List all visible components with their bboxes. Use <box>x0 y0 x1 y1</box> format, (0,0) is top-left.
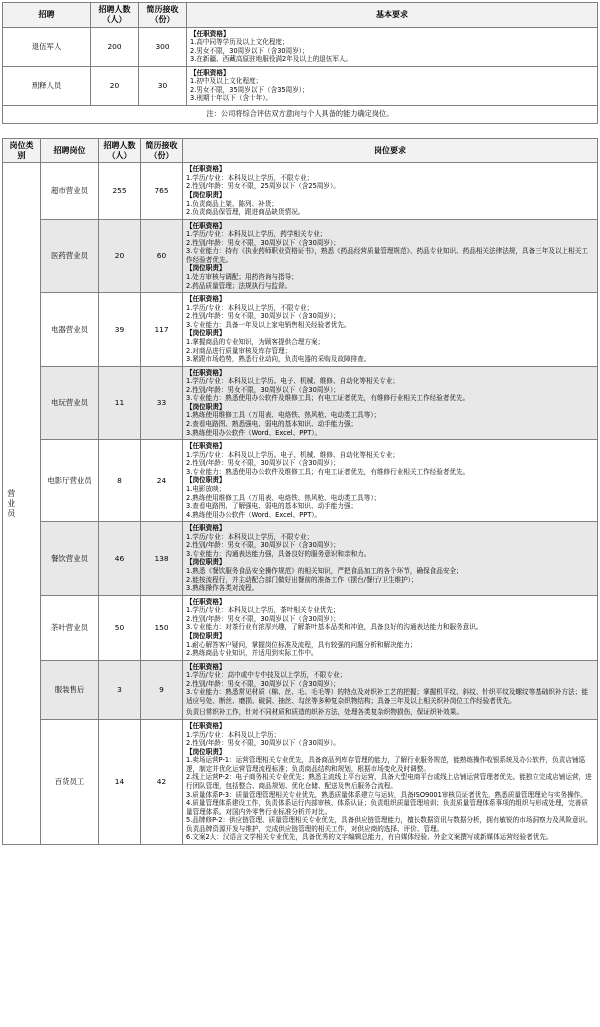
category-cell <box>3 163 41 845</box>
req-line: 2.性别/年龄：男女不限，30周岁以下（含30周岁）； <box>186 459 340 468</box>
req-title: 【任职资格】 <box>186 368 226 377</box>
post-name: 退伍军人 <box>3 27 91 66</box>
table-row <box>3 66 598 105</box>
req-line: 1.学历/专业：本科及以上学历，不限专业； <box>186 303 314 312</box>
req-line: 1.熟练使用维修工具（万用表、电烙铁、热风枪、电动类工具等）； <box>186 411 381 420</box>
post-requirements <box>183 163 598 219</box>
req-line: 4.质量管理体系建设工作，负责体系运行内部审核、体系认证；负责组织质量管理培训；负责质量管理体系事项的组织与形成处理，完善质量管理体系。对国内外零售行业标准分析并对比。 <box>186 799 588 816</box>
table-header-row <box>3 138 598 163</box>
post-name: 超市营业员 <box>41 163 99 219</box>
req-line: 2.性别/年龄：男女不限，30周岁以下（含30周岁）； <box>186 312 340 321</box>
req-line: 3.专业能力：具备一年及以上家电销售相关经验者优先。 <box>186 320 351 329</box>
req-line: 2.熟练使用维修工具（万用表、电烙铁、热风枪、电动类工具等）； <box>186 493 381 502</box>
req-line: 1.负责商品上架、陈列、补货； <box>186 199 279 208</box>
req-line: 1.学历/专业：本科及以上学历，药学相关专业； <box>186 230 327 239</box>
post-requirements <box>187 27 598 66</box>
req-title: 【岗位职责】 <box>186 329 226 338</box>
req-title: 【任职资格】 <box>186 662 226 671</box>
req-line: 3.熟练使用办公软件（Word、Excel、PPT）。 <box>186 428 322 437</box>
req-line: 2.性别/年龄：男女不限，30周岁以下（含30周岁）； <box>186 679 340 688</box>
req-title: 【任职资格】 <box>186 295 226 304</box>
table-row <box>3 293 598 367</box>
page <box>0 2 600 845</box>
table-row <box>3 163 598 219</box>
req-title: 【岗位职责】 <box>186 476 226 485</box>
post-name: 餐饮营业员 <box>41 522 99 596</box>
req-line: 2.性别/年龄：男女不限，30周岁以下（含30周岁）； <box>186 238 340 247</box>
post-count: 50 <box>99 595 141 660</box>
table-row <box>3 440 598 522</box>
category-label: 营业员 <box>6 488 16 519</box>
req-title: 【任职资格】 <box>186 442 226 451</box>
req-line: 3.专业能力：沟通表达能力强，具备良好的服务意识和亲和力。 <box>186 549 371 558</box>
req-line: 1.掌握商品的专业知识，为顾客提供合理方案； <box>186 337 325 346</box>
table-header-row <box>3 3 598 28</box>
post-requirements <box>183 720 598 845</box>
post-count: 46 <box>99 522 141 596</box>
req-line: 2.男女不限，30周岁以下（含30周岁）； <box>190 46 309 55</box>
req-line: 2.性别/年龄：男女不限，30周岁以下（含30周岁）。 <box>186 739 340 748</box>
req-line: 2.熟练商品专业知识，并适用到实际工作中。 <box>186 649 318 658</box>
req-line: 2.负责商品保管理，跟进商品缺货情况。 <box>186 208 305 217</box>
post-count: 20 <box>99 219 141 293</box>
post-count: 8 <box>99 440 141 522</box>
post-resumes: 9 <box>141 660 183 719</box>
req-line: 1.学历/专业：本科及以上学历。电子、机械、维修、自动化等相关专业； <box>186 377 399 386</box>
post-name: 医药营业员 <box>41 219 99 293</box>
col-header-post: 招聘 <box>3 3 91 28</box>
req-line: 1.初中及以上文化程度； <box>190 77 263 86</box>
post-resumes: 24 <box>141 440 183 522</box>
req-title: 【任职资格】 <box>186 221 226 230</box>
col-header-count <box>99 138 141 163</box>
post-name: 电影厅营业员 <box>41 440 99 522</box>
col-header-count-line1: 招聘人数 <box>103 140 136 150</box>
post-resumes: 60 <box>141 219 183 293</box>
req-line: 负责日常织补工作，针对不同材质和质造的织补方法，处理各类复杂织物损伤，保证织补效果。 <box>186 708 463 717</box>
post-requirements <box>183 595 598 660</box>
req-title: 【岗位职责】 <box>186 631 226 640</box>
req-line: 2.查看电路图、熟悉强电、弱电的基本知识、动手能力强； <box>186 420 358 429</box>
req-line: 2.药品质量管理；法规执行与监督。 <box>186 281 292 290</box>
req-line: 1.学历/专业：本科及以上学历，茶叶相关专业优先； <box>186 606 340 615</box>
col-header-post: 招聘岗位 <box>41 138 99 163</box>
req-line: 3.熟练操作各类对流程。 <box>186 584 259 593</box>
col-header-requirements: 岗位要求 <box>183 138 598 163</box>
req-title: 【岗位职责】 <box>186 747 226 756</box>
post-name: 刑释人员 <box>3 66 91 105</box>
col-header-count <box>91 3 139 28</box>
table-row <box>3 522 598 596</box>
req-line: 4.熟练使用办公软件（Word、Excel、PPT）。 <box>186 510 322 519</box>
post-resumes: 138 <box>141 522 183 596</box>
req-line: 1.高中同等学历及以上文化程度； <box>190 38 289 47</box>
req-line: 3.专业能力：熟悉使用办公软件及维修工具；有电工证者优先，有维修行业相关工作经验者优先。 <box>186 394 470 403</box>
col-header-count-line2: （人） <box>107 150 132 160</box>
req-title: 【岗位职责】 <box>186 264 226 273</box>
req-line: 2.能按流程行，并主动配合部门做好出餐前的准备工作（摆台/餐厅/卫生维护）； <box>186 575 418 584</box>
req-line: 3.专业能力：熟悉常见材质（棉、丝、毛、毛毛等）的特点及对织补工艺的把握；掌握机平纹、斜纹、针织平纹及螺纹等基础织补方法；能适应号处、断丝、磨损、破洞、抽丝、勾丝等多种复杂织物结构；具备三年及以上相关织补岗位工作经验者优先。 <box>186 688 588 705</box>
post-resumes: 300 <box>139 27 187 66</box>
post-requirements <box>183 219 598 293</box>
table-note-row <box>3 106 598 124</box>
post-resumes: 33 <box>141 366 183 440</box>
post-requirements <box>183 366 598 440</box>
post-requirements <box>183 660 598 719</box>
req-line: 1.熟悉《餐饮服务食品安全操作规范》的相关知识，严把食品加工的各个环节，确保食品安全； <box>186 567 463 576</box>
req-line: 2.对商品进行质量审核及库存管理； <box>186 346 292 355</box>
col-header-resumes-line1: 简历接收 <box>145 140 178 150</box>
post-requirements <box>183 293 598 367</box>
col-header-requirements: 基本要求 <box>187 3 598 28</box>
post-count: 255 <box>99 163 141 219</box>
req-line: 1.处方审核与调配；用药咨询与指导； <box>186 273 298 282</box>
req-title: 【岗位职责】 <box>186 558 226 567</box>
req-title: 【任职资格】 <box>186 165 226 174</box>
post-name: 服装售后 <box>41 660 99 719</box>
post-requirements <box>183 440 598 522</box>
req-line: 1.学历/专业：高中或中专中技及以上学历，不限专业； <box>186 671 347 680</box>
req-title: 【岗位职责】 <box>186 402 226 411</box>
post-name: 电玩营业员 <box>41 366 99 440</box>
req-title: 【任职资格】 <box>190 29 230 38</box>
req-line: 3.紧跟市场趋势，熟悉行业动向，负责电器的采购及故障排查。 <box>186 355 371 364</box>
req-line: 3.专业能力：持有《执业药师职业资格证书》，熟悉《药品经营质量管理规范》、药品专业知识、药品相关法律法规，具备三年及以上相关工作经验者优先。 <box>186 247 588 264</box>
req-title: 【任职资格】 <box>186 597 226 606</box>
table-row <box>3 720 598 845</box>
req-title: 【任职资格】 <box>186 524 226 533</box>
req-line: 2.男女不限，35周岁以下（含35周岁）； <box>190 85 309 94</box>
col-header-resumes-line1: 简历接收 <box>146 5 179 14</box>
post-count: 14 <box>99 720 141 845</box>
post-requirements <box>183 522 598 596</box>
post-resumes: 42 <box>141 720 183 845</box>
col-header-count-line2: （人） <box>102 14 127 24</box>
req-line: 5.品牌修P-2：供应链管理、质量管理相关专业优先，具备供应链管理能力，擅长数据资讯与数据分析，拥有敏锐的市场洞察力及风险意识。负责品牌资源开发与维护，完成供应链管理的相关工作，对供应商的选择、评价、管理。 <box>186 816 592 833</box>
post-count: 20 <box>91 66 139 105</box>
req-title: 【任职资格】 <box>190 68 230 77</box>
req-line: 1.电影放映； <box>186 484 226 493</box>
req-line: 3.查看电路图、了解强电、弱电的基本知识、动手能力强； <box>186 502 358 511</box>
req-line: 3.质量体系P-3：质量管理管理相关专业优先，熟悉质量体系建立与运转，具备ISO9001审核员证者优先，熟悉质量管理理论与实务操作。 <box>186 790 587 799</box>
col-header-resumes-line2: （份） <box>150 14 175 24</box>
post-count: 200 <box>91 27 139 66</box>
post-name: 电器营业员 <box>41 293 99 367</box>
req-title: 【任职资格】 <box>186 722 226 731</box>
table-row <box>3 595 598 660</box>
post-name: 百货员工 <box>41 720 99 845</box>
col-header-resumes <box>139 3 187 28</box>
req-line: 1.耐心解答客户疑问，掌握岗位标准及流程，具有较强的问题分析和解决能力； <box>186 640 417 649</box>
post-resumes: 150 <box>141 595 183 660</box>
req-line: 1.学历/专业：本科及以上学历； <box>186 730 281 739</box>
req-line: 2.性别/年龄：男女不限，30周岁以下（含30周岁）； <box>186 385 340 394</box>
req-line: 1.卖场运营P-1：运营管理相关专业优先，具备商品列库存管理的能力，了解行业服务规范，能熟练操作收银系统及办公软件，负责店铺巡逻，制定并优化运营管理流程标准；负责商品结构和规划，根据市场变化及时调整。 <box>186 756 586 773</box>
req-line: 3.在新疆、西藏高原驻地服役满2年及以上的退伍军人。 <box>190 55 353 64</box>
post-count: 3 <box>99 660 141 719</box>
table-row <box>3 219 598 293</box>
req-line: 1.学历/专业：本科及以上学历。电子、机械、维修、自动化等相关专业； <box>186 450 399 459</box>
table-row <box>3 366 598 440</box>
req-title: 【岗位职责】 <box>186 190 226 199</box>
req-line: 6.文案2人：汉语言文学相关专业优先，具备优秀的文字编辑总能力，有自媒体经验、外企文案撰写或新媒体运营经验者优先。 <box>186 833 553 842</box>
col-header-count-line1: 招聘人数 <box>98 5 131 14</box>
table-row <box>3 27 598 66</box>
post-count: 39 <box>99 293 141 367</box>
req-line: 1.学历/专业：本科及以上学历，不限专业； <box>186 173 314 182</box>
req-line: 3.专业能力：熟悉使用办公软件及维修工具；有电工证者优先，有维修行业相关工作经验者优先。 <box>186 467 470 476</box>
recruitment-table-basic <box>2 2 598 124</box>
req-line: 1.学历/专业：本科及以上学历，不限专业； <box>186 532 314 541</box>
post-name: 茶叶营业员 <box>41 595 99 660</box>
col-header-resumes-line2: （份） <box>149 150 174 160</box>
table-row <box>3 660 598 719</box>
post-requirements <box>187 66 598 105</box>
req-line: 3.专业能力：对茶行业有浓厚兴趣，了解茶叶基本品类和冲泡，具备良好的沟通表达能力和服务意识。 <box>186 623 483 632</box>
table-note: 注：公司将综合评估双方意向与个人具备的能力确定岗位。 <box>3 106 598 124</box>
col-header-category: 岗位类别 <box>3 138 41 163</box>
req-line: 2.线上运营P-2：电子商务相关专业优先；熟悉主流线上平台运营，具备大型电商平台或线上店铺运营管理者优先。能独立完成店铺运营，进行团队管理，包括整合、商品规划、优化仓储、配送及售后服务合流程。 <box>186 773 592 790</box>
col-header-resumes <box>141 138 183 163</box>
req-line: 2.性别/年龄：男女不限，30周岁以下（含30周岁）； <box>186 541 340 550</box>
req-line: 2.性别/年龄：男女不限，25周岁以下（含25周岁）。 <box>186 182 340 191</box>
post-count: 11 <box>99 366 141 440</box>
post-resumes: 117 <box>141 293 183 367</box>
post-resumes: 30 <box>139 66 187 105</box>
post-resumes: 765 <box>141 163 183 219</box>
recruitment-table-positions <box>2 138 598 845</box>
table-gap <box>0 124 600 136</box>
req-line: 3.刑期十年以下（含十年）。 <box>190 94 273 103</box>
req-line: 2.性别/年龄：男女不限，30周岁以下（含30周岁）； <box>186 614 340 623</box>
